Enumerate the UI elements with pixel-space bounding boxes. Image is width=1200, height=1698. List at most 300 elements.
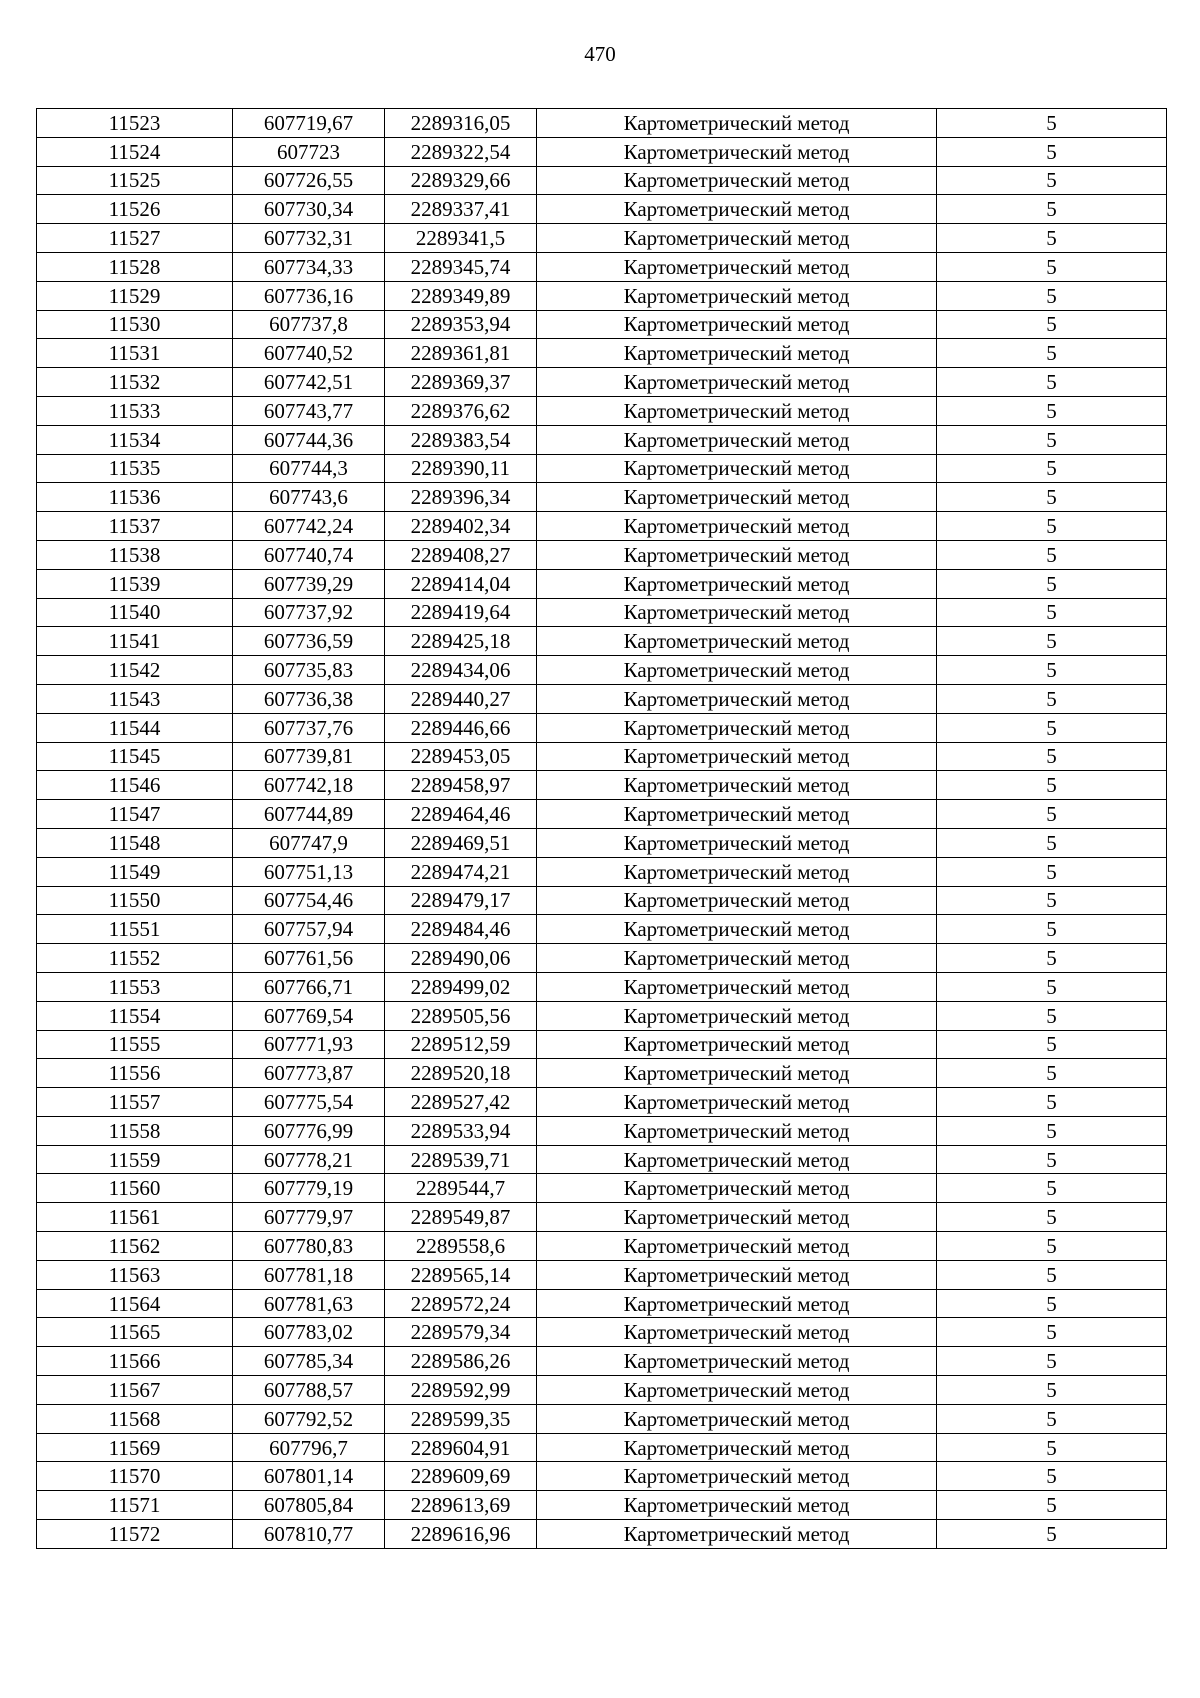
y-coordinate-cell: 2289383,54: [385, 425, 537, 454]
x-coordinate-cell: 607776,99: [233, 1116, 385, 1145]
point-number-cell: 11547: [37, 800, 233, 829]
method-cell: Картометрический метод: [537, 1001, 937, 1030]
x-coordinate-cell: 607739,81: [233, 742, 385, 771]
y-coordinate-cell: 2289549,87: [385, 1203, 537, 1232]
accuracy-cell: 5: [937, 425, 1167, 454]
method-cell: Картометрический метод: [537, 1347, 937, 1376]
x-coordinate-cell: 607730,34: [233, 195, 385, 224]
table-row: [37, 1404, 1167, 1433]
x-coordinate-cell: 607757,94: [233, 915, 385, 944]
y-coordinate-cell: 2289369,37: [385, 368, 537, 397]
accuracy-cell: 5: [937, 598, 1167, 627]
x-coordinate-cell: 607810,77: [233, 1520, 385, 1549]
y-coordinate-cell: 2289592,99: [385, 1376, 537, 1405]
method-cell: Картометрический метод: [537, 857, 937, 886]
point-number-cell: 11540: [37, 598, 233, 627]
point-number-cell: 11567: [37, 1376, 233, 1405]
method-cell: Картометрический метод: [537, 166, 937, 195]
method-cell: Картометрический метод: [537, 944, 937, 973]
accuracy-cell: 5: [937, 771, 1167, 800]
x-coordinate-cell: 607775,54: [233, 1088, 385, 1117]
accuracy-cell: 5: [937, 1059, 1167, 1088]
table-row: [37, 1232, 1167, 1261]
point-number-cell: 11536: [37, 483, 233, 512]
y-coordinate-cell: 2289616,96: [385, 1520, 537, 1549]
y-coordinate-cell: 2289345,74: [385, 252, 537, 281]
y-coordinate-cell: 2289440,27: [385, 684, 537, 713]
x-coordinate-cell: 607779,19: [233, 1174, 385, 1203]
table-row: [37, 1433, 1167, 1462]
point-number-cell: 11564: [37, 1289, 233, 1318]
table-row: [37, 1260, 1167, 1289]
accuracy-cell: 5: [937, 1260, 1167, 1289]
table-row: [37, 1203, 1167, 1232]
y-coordinate-cell: 2289446,66: [385, 713, 537, 742]
point-number-cell: 11537: [37, 512, 233, 541]
point-number-cell: 11539: [37, 569, 233, 598]
table-row: [37, 684, 1167, 713]
table-row: [37, 569, 1167, 598]
method-cell: Картометрический метод: [537, 800, 937, 829]
point-number-cell: 11572: [37, 1520, 233, 1549]
x-coordinate-cell: 607740,52: [233, 339, 385, 368]
y-coordinate-cell: 2289579,34: [385, 1318, 537, 1347]
table-row: [37, 1145, 1167, 1174]
y-coordinate-cell: 2289414,04: [385, 569, 537, 598]
x-coordinate-cell: 607805,84: [233, 1491, 385, 1520]
method-cell: Картометрический метод: [537, 742, 937, 771]
point-number-cell: 11534: [37, 425, 233, 454]
table-row: [37, 425, 1167, 454]
table-row: [37, 1376, 1167, 1405]
y-coordinate-cell: 2289565,14: [385, 1260, 537, 1289]
table-row: [37, 109, 1167, 138]
x-coordinate-cell: 607761,56: [233, 944, 385, 973]
accuracy-cell: 5: [937, 972, 1167, 1001]
method-cell: Картометрический метод: [537, 1491, 937, 1520]
y-coordinate-cell: 2289599,35: [385, 1404, 537, 1433]
method-cell: Картометрический метод: [537, 828, 937, 857]
x-coordinate-cell: 607739,29: [233, 569, 385, 598]
table-row: [37, 224, 1167, 253]
accuracy-cell: 5: [937, 742, 1167, 771]
method-cell: Картометрический метод: [537, 1462, 937, 1491]
y-coordinate-cell: 2289453,05: [385, 742, 537, 771]
accuracy-cell: 5: [937, 1001, 1167, 1030]
point-number-cell: 11557: [37, 1088, 233, 1117]
y-coordinate-cell: 2289396,34: [385, 483, 537, 512]
y-coordinate-cell: 2289520,18: [385, 1059, 537, 1088]
x-coordinate-cell: 607783,02: [233, 1318, 385, 1347]
accuracy-cell: 5: [937, 1232, 1167, 1261]
accuracy-cell: 5: [937, 656, 1167, 685]
point-number-cell: 11527: [37, 224, 233, 253]
accuracy-cell: 5: [937, 137, 1167, 166]
x-coordinate-cell: 607781,18: [233, 1260, 385, 1289]
x-coordinate-cell: 607747,9: [233, 828, 385, 857]
x-coordinate-cell: 607742,51: [233, 368, 385, 397]
table-row: [37, 540, 1167, 569]
accuracy-cell: 5: [937, 1376, 1167, 1405]
x-coordinate-cell: 607735,83: [233, 656, 385, 685]
accuracy-cell: 5: [937, 1030, 1167, 1059]
point-number-cell: 11541: [37, 627, 233, 656]
y-coordinate-cell: 2289533,94: [385, 1116, 537, 1145]
y-coordinate-cell: 2289408,27: [385, 540, 537, 569]
x-coordinate-cell: 607779,97: [233, 1203, 385, 1232]
y-coordinate-cell: 2289558,6: [385, 1232, 537, 1261]
point-number-cell: 11558: [37, 1116, 233, 1145]
y-coordinate-cell: 2289613,69: [385, 1491, 537, 1520]
x-coordinate-cell: 607723: [233, 137, 385, 166]
y-coordinate-cell: 2289464,46: [385, 800, 537, 829]
method-cell: Картометрический метод: [537, 656, 937, 685]
table-row: [37, 281, 1167, 310]
table-row: [37, 1059, 1167, 1088]
table-row: [37, 396, 1167, 425]
x-coordinate-cell: 607773,87: [233, 1059, 385, 1088]
method-cell: Картометрический метод: [537, 713, 937, 742]
x-coordinate-cell: 607734,33: [233, 252, 385, 281]
x-coordinate-cell: 607769,54: [233, 1001, 385, 1030]
method-cell: Картометрический метод: [537, 972, 937, 1001]
y-coordinate-cell: 2289499,02: [385, 972, 537, 1001]
accuracy-cell: 5: [937, 800, 1167, 829]
x-coordinate-cell: 607726,55: [233, 166, 385, 195]
table-row: [37, 1520, 1167, 1549]
method-cell: Картометрический метод: [537, 252, 937, 281]
y-coordinate-cell: 2289316,05: [385, 109, 537, 138]
y-coordinate-cell: 2289544,7: [385, 1174, 537, 1203]
table-row: [37, 771, 1167, 800]
table-row: [37, 1462, 1167, 1491]
y-coordinate-cell: 2289484,46: [385, 915, 537, 944]
x-coordinate-cell: 607754,46: [233, 886, 385, 915]
accuracy-cell: 5: [937, 857, 1167, 886]
method-cell: Картометрический метод: [537, 224, 937, 253]
x-coordinate-cell: 607719,67: [233, 109, 385, 138]
point-number-cell: 11559: [37, 1145, 233, 1174]
y-coordinate-cell: 2289572,24: [385, 1289, 537, 1318]
y-coordinate-cell: 2289505,56: [385, 1001, 537, 1030]
x-coordinate-cell: 607743,77: [233, 396, 385, 425]
method-cell: Картометрический метод: [537, 540, 937, 569]
method-cell: Картометрический метод: [537, 1232, 937, 1261]
method-cell: Картометрический метод: [537, 454, 937, 483]
point-number-cell: 11523: [37, 109, 233, 138]
point-number-cell: 11565: [37, 1318, 233, 1347]
method-cell: Картометрический метод: [537, 1088, 937, 1117]
x-coordinate-cell: 607743,6: [233, 483, 385, 512]
method-cell: Картометрический метод: [537, 109, 937, 138]
table-row: [37, 368, 1167, 397]
accuracy-cell: 5: [937, 1462, 1167, 1491]
point-number-cell: 11535: [37, 454, 233, 483]
method-cell: Картометрический метод: [537, 1174, 937, 1203]
y-coordinate-cell: 2289425,18: [385, 627, 537, 656]
accuracy-cell: 5: [937, 1347, 1167, 1376]
table-row: [37, 1116, 1167, 1145]
point-number-cell: 11531: [37, 339, 233, 368]
y-coordinate-cell: 2289337,41: [385, 195, 537, 224]
accuracy-cell: 5: [937, 1289, 1167, 1318]
y-coordinate-cell: 2289402,34: [385, 512, 537, 541]
accuracy-cell: 5: [937, 396, 1167, 425]
table-row: [37, 166, 1167, 195]
accuracy-cell: 5: [937, 1116, 1167, 1145]
point-number-cell: 11554: [37, 1001, 233, 1030]
point-number-cell: 11529: [37, 281, 233, 310]
point-number-cell: 11555: [37, 1030, 233, 1059]
accuracy-cell: 5: [937, 1433, 1167, 1462]
method-cell: Картометрический метод: [537, 195, 937, 224]
accuracy-cell: 5: [937, 454, 1167, 483]
x-coordinate-cell: 607744,3: [233, 454, 385, 483]
method-cell: Картометрический метод: [537, 512, 937, 541]
y-coordinate-cell: 2289322,54: [385, 137, 537, 166]
y-coordinate-cell: 2289390,11: [385, 454, 537, 483]
x-coordinate-cell: 607737,76: [233, 713, 385, 742]
method-cell: Картометрический метод: [537, 310, 937, 339]
y-coordinate-cell: 2289527,42: [385, 1088, 537, 1117]
accuracy-cell: 5: [937, 195, 1167, 224]
accuracy-cell: 5: [937, 368, 1167, 397]
point-number-cell: 11524: [37, 137, 233, 166]
accuracy-cell: 5: [937, 166, 1167, 195]
x-coordinate-cell: 607744,89: [233, 800, 385, 829]
method-cell: Картометрический метод: [537, 1030, 937, 1059]
x-coordinate-cell: 607736,59: [233, 627, 385, 656]
x-coordinate-cell: 607751,13: [233, 857, 385, 886]
x-coordinate-cell: 607744,36: [233, 425, 385, 454]
point-number-cell: 11570: [37, 1462, 233, 1491]
point-number-cell: 11546: [37, 771, 233, 800]
table-row: [37, 1289, 1167, 1318]
method-cell: Картометрический метод: [537, 1376, 937, 1405]
point-number-cell: 11548: [37, 828, 233, 857]
table-row: [37, 800, 1167, 829]
point-number-cell: 11551: [37, 915, 233, 944]
point-number-cell: 11526: [37, 195, 233, 224]
point-number-cell: 11563: [37, 1260, 233, 1289]
y-coordinate-cell: 2289609,69: [385, 1462, 537, 1491]
x-coordinate-cell: 607796,7: [233, 1433, 385, 1462]
table-row: [37, 742, 1167, 771]
method-cell: Картометрический метод: [537, 886, 937, 915]
accuracy-cell: 5: [937, 1520, 1167, 1549]
table-row: [37, 512, 1167, 541]
x-coordinate-cell: 607736,16: [233, 281, 385, 310]
accuracy-cell: 5: [937, 540, 1167, 569]
x-coordinate-cell: 607788,57: [233, 1376, 385, 1405]
method-cell: Картометрический метод: [537, 598, 937, 627]
method-cell: Картометрический метод: [537, 1433, 937, 1462]
method-cell: Картометрический метод: [537, 339, 937, 368]
accuracy-cell: 5: [937, 1491, 1167, 1520]
method-cell: Картометрический метод: [537, 1260, 937, 1289]
point-number-cell: 11569: [37, 1433, 233, 1462]
accuracy-cell: 5: [937, 684, 1167, 713]
method-cell: Картометрический метод: [537, 915, 937, 944]
method-cell: Картометрический метод: [537, 137, 937, 166]
accuracy-cell: 5: [937, 310, 1167, 339]
point-number-cell: 11530: [37, 310, 233, 339]
y-coordinate-cell: 2289586,26: [385, 1347, 537, 1376]
point-number-cell: 11538: [37, 540, 233, 569]
point-number-cell: 11550: [37, 886, 233, 915]
x-coordinate-cell: 607736,38: [233, 684, 385, 713]
table-row: [37, 656, 1167, 685]
y-coordinate-cell: 2289361,81: [385, 339, 537, 368]
x-coordinate-cell: 607742,18: [233, 771, 385, 800]
x-coordinate-cell: 607742,24: [233, 512, 385, 541]
table-row: [37, 137, 1167, 166]
y-coordinate-cell: 2289434,06: [385, 656, 537, 685]
table-row: [37, 1491, 1167, 1520]
y-coordinate-cell: 2289353,94: [385, 310, 537, 339]
x-coordinate-cell: 607737,8: [233, 310, 385, 339]
point-number-cell: 11528: [37, 252, 233, 281]
table-row: [37, 483, 1167, 512]
table-row: [37, 598, 1167, 627]
accuracy-cell: 5: [937, 339, 1167, 368]
accuracy-cell: 5: [937, 1088, 1167, 1117]
y-coordinate-cell: 2289479,17: [385, 886, 537, 915]
x-coordinate-cell: 607732,31: [233, 224, 385, 253]
y-coordinate-cell: 2289512,59: [385, 1030, 537, 1059]
y-coordinate-cell: 2289329,66: [385, 166, 537, 195]
table-row: [37, 1318, 1167, 1347]
table-row: [37, 915, 1167, 944]
table-row: [37, 310, 1167, 339]
x-coordinate-cell: 607737,92: [233, 598, 385, 627]
table-row: [37, 886, 1167, 915]
x-coordinate-cell: 607781,63: [233, 1289, 385, 1318]
page-number: 470: [584, 42, 616, 66]
point-number-cell: 11545: [37, 742, 233, 771]
method-cell: Картометрический метод: [537, 627, 937, 656]
point-number-cell: 11566: [37, 1347, 233, 1376]
table-row: [37, 627, 1167, 656]
y-coordinate-cell: 2289349,89: [385, 281, 537, 310]
table-row: [37, 713, 1167, 742]
accuracy-cell: 5: [937, 109, 1167, 138]
x-coordinate-cell: 607780,83: [233, 1232, 385, 1261]
y-coordinate-cell: 2289341,5: [385, 224, 537, 253]
point-number-cell: 11552: [37, 944, 233, 973]
method-cell: Картометрический метод: [537, 281, 937, 310]
method-cell: Картометрический метод: [537, 1404, 937, 1433]
point-number-cell: 11560: [37, 1174, 233, 1203]
point-number-cell: 11525: [37, 166, 233, 195]
table-row: [37, 857, 1167, 886]
y-coordinate-cell: 2289539,71: [385, 1145, 537, 1174]
method-cell: Картометрический метод: [537, 368, 937, 397]
point-number-cell: 11533: [37, 396, 233, 425]
y-coordinate-cell: 2289419,64: [385, 598, 537, 627]
accuracy-cell: 5: [937, 627, 1167, 656]
point-number-cell: 11561: [37, 1203, 233, 1232]
point-number-cell: 11553: [37, 972, 233, 1001]
table-row: [37, 1347, 1167, 1376]
point-number-cell: 11556: [37, 1059, 233, 1088]
accuracy-cell: 5: [937, 886, 1167, 915]
accuracy-cell: 5: [937, 1203, 1167, 1232]
table-row: [37, 1001, 1167, 1030]
x-coordinate-cell: 607778,21: [233, 1145, 385, 1174]
y-coordinate-cell: 2289490,06: [385, 944, 537, 973]
method-cell: Картометрический метод: [537, 1059, 937, 1088]
table-row: [37, 339, 1167, 368]
point-number-cell: 11542: [37, 656, 233, 685]
y-coordinate-cell: 2289458,97: [385, 771, 537, 800]
accuracy-cell: 5: [937, 252, 1167, 281]
accuracy-cell: 5: [937, 281, 1167, 310]
y-coordinate-cell: 2289604,91: [385, 1433, 537, 1462]
accuracy-cell: 5: [937, 483, 1167, 512]
point-number-cell: 11543: [37, 684, 233, 713]
accuracy-cell: 5: [937, 1145, 1167, 1174]
point-number-cell: 11532: [37, 368, 233, 397]
x-coordinate-cell: 607792,52: [233, 1404, 385, 1433]
accuracy-cell: 5: [937, 944, 1167, 973]
table-row: [37, 1174, 1167, 1203]
method-cell: Картометрический метод: [537, 1145, 937, 1174]
point-number-cell: 11568: [37, 1404, 233, 1433]
accuracy-cell: 5: [937, 828, 1167, 857]
y-coordinate-cell: 2289469,51: [385, 828, 537, 857]
method-cell: Картометрический метод: [537, 771, 937, 800]
method-cell: Картометрический метод: [537, 1289, 937, 1318]
table-row: [37, 828, 1167, 857]
accuracy-cell: 5: [937, 713, 1167, 742]
method-cell: Картометрический метод: [537, 1203, 937, 1232]
method-cell: Картометрический метод: [537, 1318, 937, 1347]
method-cell: Картометрический метод: [537, 684, 937, 713]
table-row: [37, 195, 1167, 224]
accuracy-cell: 5: [937, 224, 1167, 253]
method-cell: Картометрический метод: [537, 569, 937, 598]
method-cell: Картометрический метод: [537, 1116, 937, 1145]
point-number-cell: 11571: [37, 1491, 233, 1520]
method-cell: Картометрический метод: [537, 425, 937, 454]
accuracy-cell: 5: [937, 569, 1167, 598]
coordinates-table-body: [37, 109, 1167, 1549]
point-number-cell: 11549: [37, 857, 233, 886]
y-coordinate-cell: 2289474,21: [385, 857, 537, 886]
method-cell: Картометрический метод: [537, 483, 937, 512]
x-coordinate-cell: 607771,93: [233, 1030, 385, 1059]
accuracy-cell: 5: [937, 1318, 1167, 1347]
accuracy-cell: 5: [937, 512, 1167, 541]
table-row: [37, 1030, 1167, 1059]
x-coordinate-cell: 607801,14: [233, 1462, 385, 1491]
accuracy-cell: 5: [937, 915, 1167, 944]
point-number-cell: 11562: [37, 1232, 233, 1261]
x-coordinate-cell: 607766,71: [233, 972, 385, 1001]
x-coordinate-cell: 607785,34: [233, 1347, 385, 1376]
accuracy-cell: 5: [937, 1174, 1167, 1203]
y-coordinate-cell: 2289376,62: [385, 396, 537, 425]
table-row: [37, 454, 1167, 483]
coordinates-table: [36, 108, 1167, 1549]
table-row: [37, 252, 1167, 281]
table-row: [37, 972, 1167, 1001]
x-coordinate-cell: 607740,74: [233, 540, 385, 569]
method-cell: Картометрический метод: [537, 1520, 937, 1549]
accuracy-cell: 5: [937, 1404, 1167, 1433]
point-number-cell: 11544: [37, 713, 233, 742]
